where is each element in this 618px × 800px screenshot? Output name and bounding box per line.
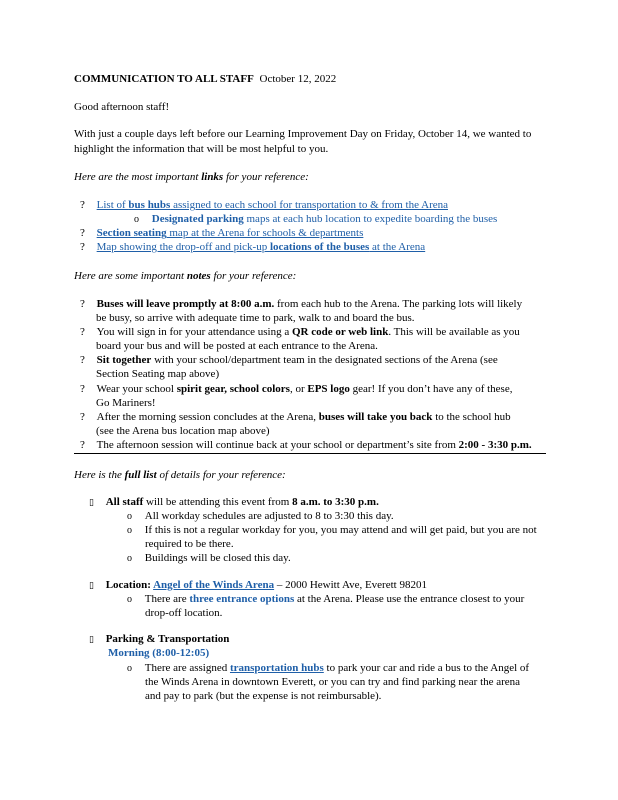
note-5-bold: buses will take you back bbox=[318, 411, 433, 423]
parking-sub-1-pre: There are assigned bbox=[144, 662, 230, 674]
drop-off-map-link[interactable] bbox=[97, 241, 426, 253]
intro-line-1: With just a couple days left before our Learning Improvement Day on Friday, October 14, we wanted to bbox=[74, 128, 532, 140]
circle-bullet-icon: o bbox=[127, 594, 132, 605]
all-staff-sub-3 bbox=[127, 551, 291, 566]
note-3-cont: Section Seating map above) bbox=[96, 368, 220, 380]
note-2-bold: QR code or web link bbox=[291, 326, 389, 338]
parking-label: Parking & Transportation bbox=[105, 633, 230, 645]
links-item-1-sub bbox=[134, 212, 497, 227]
links-heading bbox=[74, 170, 309, 184]
all-staff-sub-2-text: If this is not a regular workday for you, you may attend and will get paid, but you are not bbox=[144, 524, 537, 536]
bullet-icon: ? bbox=[80, 326, 85, 338]
note-5 bbox=[80, 410, 511, 424]
drop-off-map-bold: locations of the buses bbox=[269, 241, 370, 253]
all-staff-mid: will be attending this event from bbox=[143, 496, 293, 508]
location-sub-1-cont: drop-off location. bbox=[145, 607, 223, 619]
location-sub-1 bbox=[127, 592, 524, 607]
circle-bullet-icon: o bbox=[127, 511, 132, 522]
note-3-rest: with your school/department team in the designated sections of the Arena (see bbox=[151, 354, 498, 366]
bullet-icon: ? bbox=[80, 227, 85, 239]
note-5-cont: (see the Arena bus location map above) bbox=[96, 425, 270, 437]
note-1-cont: be busy, so arrive with adequate time to park, walk to and board the bus. bbox=[96, 312, 415, 324]
header bbox=[74, 72, 336, 86]
parking-morning: Morning (8:00-12:05) bbox=[108, 647, 210, 659]
bus-hubs-link[interactable] bbox=[97, 199, 448, 211]
note-5-pre: After the morning session concludes at the Arena, bbox=[96, 411, 319, 423]
square-bullet-icon: ▯ bbox=[89, 634, 94, 644]
all-staff-sub-1-text: All workday schedules are adjusted to 8 to 3:30 this day. bbox=[144, 510, 394, 522]
bullet-icon: ? bbox=[80, 298, 85, 310]
bullet-icon: ? bbox=[80, 439, 85, 451]
parking-sub-1 bbox=[127, 661, 529, 676]
note-1 bbox=[80, 297, 522, 311]
note-4 bbox=[80, 382, 512, 396]
greeting: Good afternoon staff! bbox=[74, 101, 170, 113]
parking-sub-1-cont-1: the Winds Arena in downtown Everett, or you can try and find parking near the arena bbox=[145, 676, 521, 688]
note-4-post: gear! If you don’t have any of these, bbox=[349, 383, 513, 395]
section-seating-bold: Section seating bbox=[96, 227, 167, 239]
location-sub-1-post: at the Arena. Please use the entrance closest to your bbox=[294, 593, 525, 605]
links-item-1 bbox=[80, 198, 448, 212]
detail-parking bbox=[89, 632, 229, 646]
notes-heading-post: for your reference: bbox=[210, 270, 297, 282]
all-staff-bold: All staff bbox=[105, 496, 144, 508]
drop-off-map-c: at the Arena bbox=[369, 241, 426, 253]
location-sub-1-pre: There are bbox=[144, 593, 190, 605]
notes-heading-pre: Here are some important bbox=[74, 270, 187, 282]
note-4-bold: spirit gear, school colors bbox=[176, 383, 290, 395]
designated-parking-rest: maps at each hub location to expedite boarding the buses bbox=[243, 213, 498, 225]
detail-location bbox=[89, 578, 427, 592]
note-6-bold: 2:00 - 3:30 p.m. bbox=[458, 439, 532, 451]
all-staff-sub-1 bbox=[127, 509, 394, 524]
bullet-icon: ? bbox=[80, 241, 85, 253]
circle-bullet-icon: o bbox=[134, 214, 139, 225]
links-item-3 bbox=[80, 240, 425, 254]
bus-hubs-link-b: bus hubs bbox=[128, 199, 171, 211]
bus-hubs-link-a: List of bbox=[96, 199, 129, 211]
note-2-post: . This will be available as you bbox=[388, 326, 520, 338]
note-1-bold: Buses will leave promptly at 8:00 a.m. bbox=[96, 298, 275, 310]
bullet-icon: ? bbox=[80, 383, 85, 395]
parking-sub-1-post: to park your car and ride a bus to the Angel of bbox=[323, 662, 530, 674]
venue-link[interactable]: Angel of the Winds Arena bbox=[153, 579, 275, 591]
note-4-pre: Wear your school bbox=[96, 383, 177, 395]
links-heading-pre: Here are the most important bbox=[74, 171, 202, 183]
note-2 bbox=[80, 325, 520, 339]
note-6 bbox=[80, 438, 532, 452]
note-3 bbox=[80, 353, 498, 367]
all-staff-sub-2-cont: required to be there. bbox=[145, 538, 234, 550]
links-heading-post: for your reference: bbox=[223, 171, 309, 183]
section-seating-rest: map at the Arena for schools & departments bbox=[166, 227, 364, 239]
note-2-cont: board your bus and will be posted at each entrance to the Arena. bbox=[96, 340, 378, 352]
designated-parking-bold: Designated parking bbox=[151, 213, 244, 225]
bullet-icon: ? bbox=[80, 411, 85, 423]
section-divider bbox=[74, 453, 546, 454]
links-heading-bold: links bbox=[201, 171, 224, 183]
square-bullet-icon: ▯ bbox=[89, 497, 94, 507]
all-staff-sub-2 bbox=[127, 523, 537, 538]
circle-bullet-icon: o bbox=[127, 663, 132, 674]
square-bullet-icon: ▯ bbox=[89, 580, 94, 590]
venue-address: – 2000 Hewitt Ave, Everett 98201 bbox=[274, 579, 427, 591]
details-heading-pre: Here is the bbox=[74, 469, 125, 481]
location-label: Location: bbox=[105, 579, 154, 591]
notes-heading bbox=[74, 269, 296, 283]
designated-parking-link[interactable] bbox=[152, 213, 498, 225]
bullet-icon: ? bbox=[80, 354, 85, 366]
note-4-cont: Go Mariners! bbox=[96, 397, 156, 409]
section-seating-link[interactable] bbox=[97, 227, 364, 239]
transportation-hubs-link[interactable]: transportation hubs bbox=[229, 662, 324, 674]
notes-heading-bold: notes bbox=[186, 270, 211, 282]
parking-sub-1-cont-2: and pay to park (but the expense is not reimbursable). bbox=[145, 690, 382, 702]
circle-bullet-icon: o bbox=[127, 525, 132, 536]
bus-hubs-link-c: assigned to each school for transportation to & from the Arena bbox=[170, 199, 449, 211]
all-staff-time: 8 a.m. to 3:30 p.m. bbox=[292, 496, 379, 508]
note-1-rest: from each hub to the Arena. The parking lots will likely bbox=[274, 298, 523, 310]
circle-bullet-icon: o bbox=[127, 553, 132, 564]
note-5-post: to the school hub bbox=[432, 411, 511, 423]
note-3-bold: Sit together bbox=[96, 354, 152, 366]
note-4-bold-2: EPS logo bbox=[307, 383, 350, 395]
details-heading-bold: full list bbox=[124, 469, 157, 481]
note-6-pre: The afternoon session will continue back at your school or department’s site from bbox=[96, 439, 459, 451]
note-2-pre: You will sign in for your attendance using a bbox=[96, 326, 292, 338]
details-heading bbox=[74, 468, 286, 482]
drop-off-map-a: Map showing the drop-off and pick-up bbox=[96, 241, 270, 253]
details-heading-post: of details for your reference: bbox=[156, 469, 286, 481]
links-item-2 bbox=[80, 226, 363, 240]
document-title: COMMUNICATION TO ALL STAFF bbox=[74, 73, 254, 85]
detail-all-staff bbox=[89, 495, 379, 509]
note-4-mid: , or bbox=[289, 383, 308, 395]
document-date: October 12, 2022 bbox=[259, 73, 337, 85]
entrance-options-link[interactable]: three entrance options bbox=[189, 593, 295, 605]
intro-line-2: highlight the information that will be most helpful to you. bbox=[74, 143, 329, 155]
bullet-icon: ? bbox=[80, 199, 85, 211]
all-staff-sub-3-text: Buildings will be closed this day. bbox=[144, 552, 291, 564]
